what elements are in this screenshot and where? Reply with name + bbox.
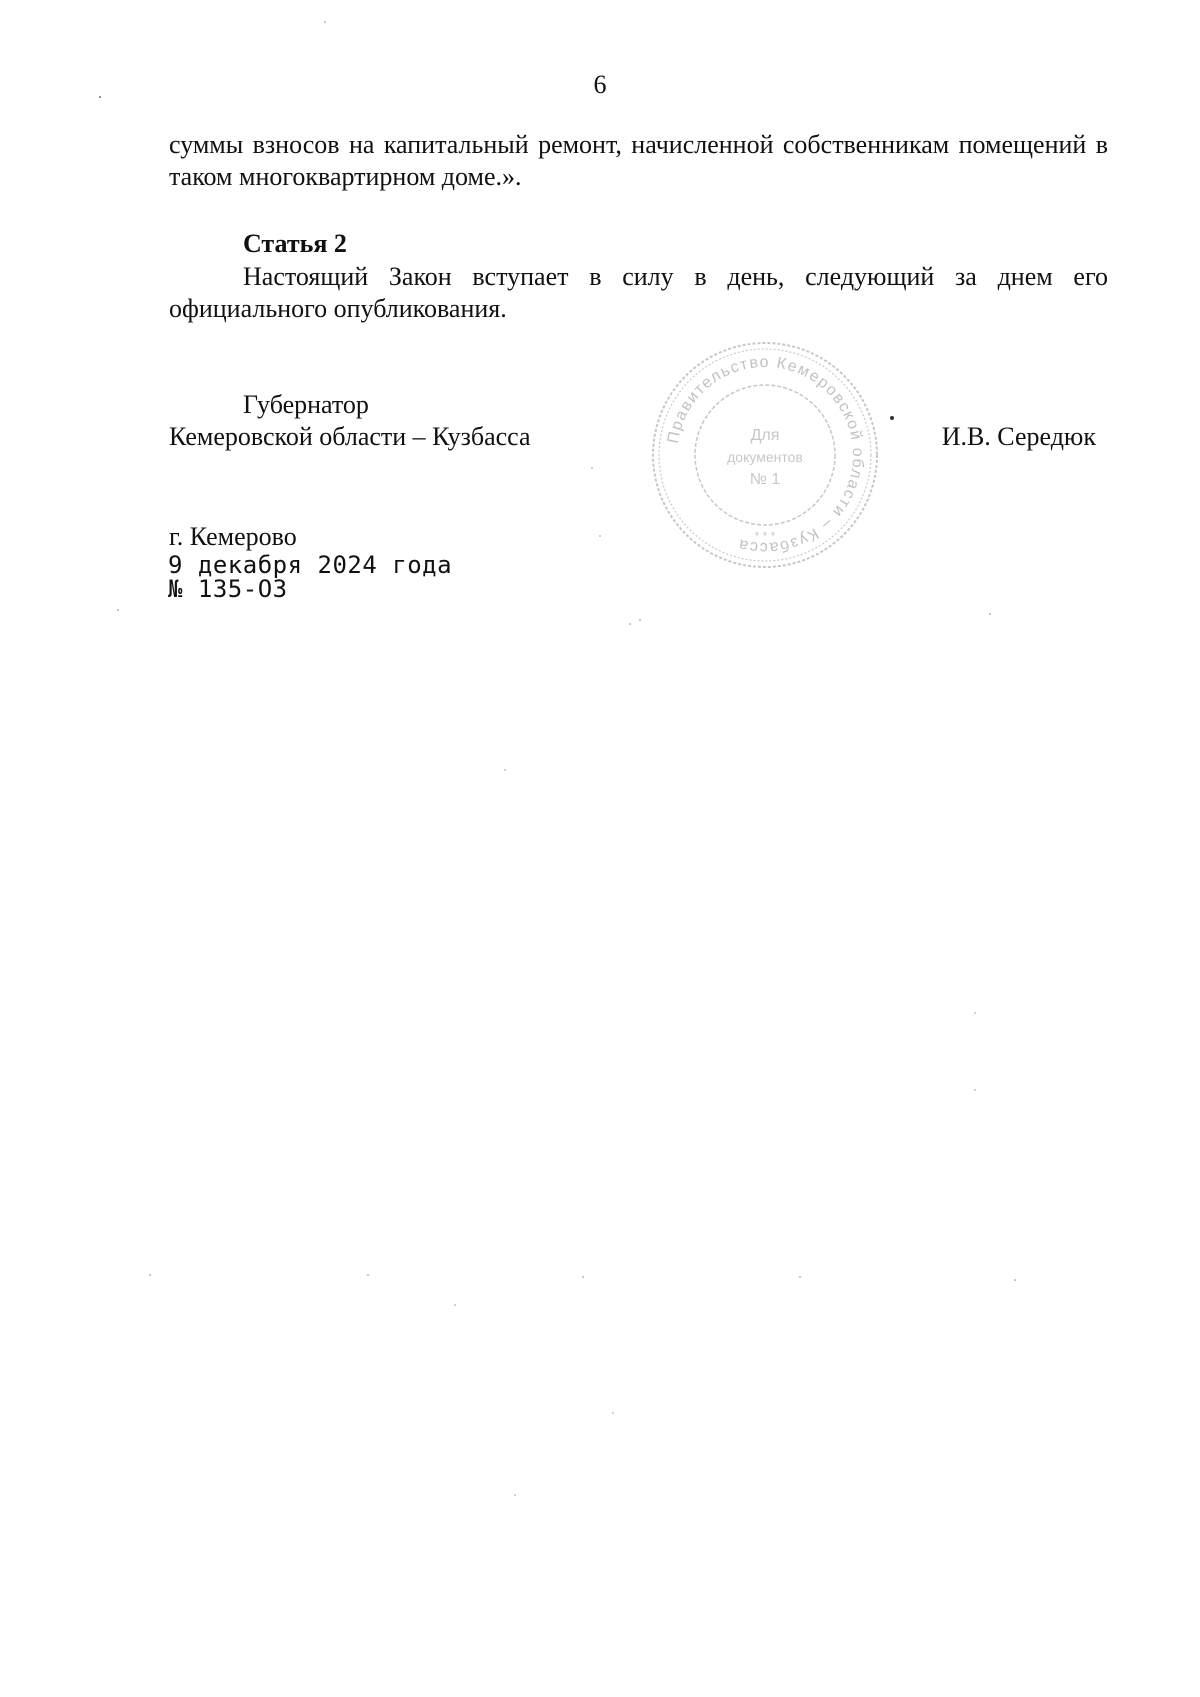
seal-bottom-mark: * * * [754, 529, 776, 543]
article-heading: Статья 2 [243, 229, 347, 258]
city-label: г. Кемерово [169, 522, 297, 551]
continuation-paragraph: суммы взносов на капитальный ремонт, начисленной собственникам помещений в таком многоквартирном доме.». [169, 130, 1108, 191]
seal-center-line-2: документов [727, 449, 803, 465]
article-paragraph: Настоящий Закон вступает в силу в день, следующий за днем его официального опубликования. [169, 262, 1108, 323]
seal-center-line-3: № 1 [749, 471, 781, 488]
signatory-region: Кемеровской области – Кузбасса [169, 422, 531, 451]
signatory-title: Губернатор [243, 390, 369, 419]
signatory-name: И.В. Середюк [941, 422, 1096, 451]
document-date: 9 декабря 2024 года [168, 551, 453, 579]
seal-center-line-1: Для [750, 427, 780, 444]
page-number: 6 [593, 70, 607, 99]
seal-ring-text: Правительство Кемеровской области – Кузбасса [664, 353, 867, 557]
document-number: № 135-ОЗ [168, 575, 288, 603]
official-seal-stamp [650, 340, 880, 570]
